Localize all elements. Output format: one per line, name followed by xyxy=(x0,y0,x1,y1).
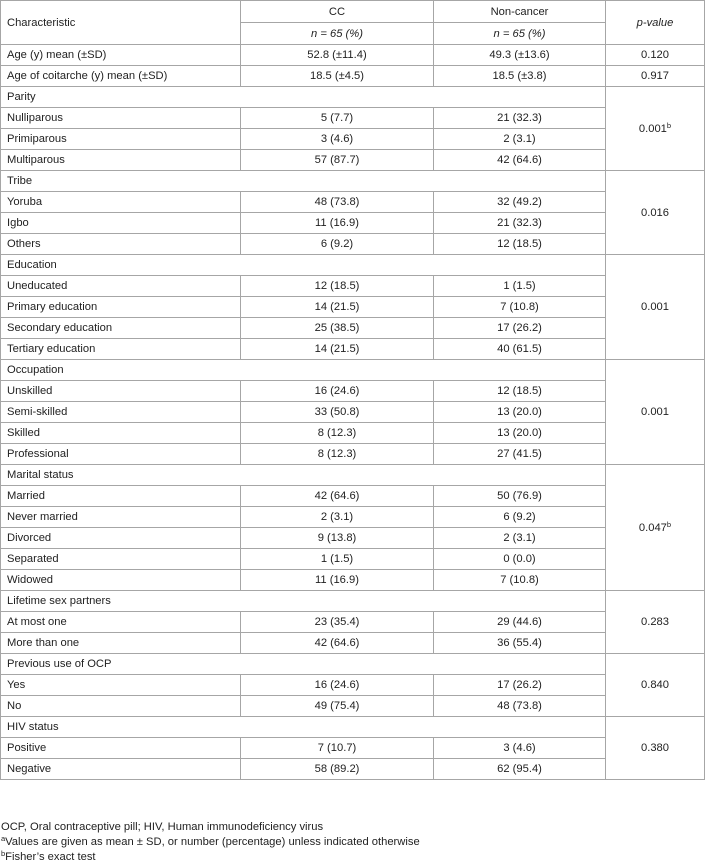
noncancer-value: 50 (76.9) xyxy=(434,486,606,507)
group-header-row xyxy=(1,87,705,108)
p-value-text: 0.380 xyxy=(641,742,669,754)
row-label: Widowed xyxy=(1,570,241,591)
noncancer-value: 2 (3.1) xyxy=(434,129,606,150)
row-label: More than one xyxy=(1,633,241,654)
row-label: No xyxy=(1,696,241,717)
footnote-abbreviations: OCP, Oral contraceptive pill; HIV, Human immunodeficiency virus xyxy=(1,821,324,833)
row-label: Never married xyxy=(1,507,241,528)
cc-value: 52.8 (±11.4) xyxy=(241,45,434,66)
noncancer-value: 40 (61.5) xyxy=(434,339,606,360)
footnote-a xyxy=(1,835,420,850)
footnote-b-marker: b xyxy=(1,849,6,858)
row-label: Nulliparous xyxy=(1,108,241,129)
group-p-value xyxy=(606,465,705,591)
cc-value: 16 (24.6) xyxy=(241,675,434,696)
cc-value: 11 (16.9) xyxy=(241,213,434,234)
cc-value: 5 (7.7) xyxy=(241,108,434,129)
row-label: Yes xyxy=(1,675,241,696)
group-header-row xyxy=(1,465,705,486)
p-value: 0.120 xyxy=(606,45,705,66)
noncancer-value: 1 (1.5) xyxy=(434,276,606,297)
table-row xyxy=(1,213,705,234)
p-value-text: 0.047 xyxy=(638,521,667,534)
row-label: Multiparous xyxy=(1,150,241,171)
table-row xyxy=(1,129,705,150)
row-label: Age (y) mean (±SD) xyxy=(1,45,241,66)
table-footnotes xyxy=(1,820,420,865)
table-row xyxy=(1,486,705,507)
table-row xyxy=(1,381,705,402)
noncancer-value: 27 (41.5) xyxy=(434,444,606,465)
row-label: Skilled xyxy=(1,423,241,444)
cc-value: 23 (35.4) xyxy=(241,612,434,633)
row-label: Unskilled xyxy=(1,381,241,402)
noncancer-value: 21 (32.3) xyxy=(434,213,606,234)
table-row xyxy=(1,738,705,759)
group-header-row xyxy=(1,717,705,738)
table-row xyxy=(1,696,705,717)
group-p-value xyxy=(606,591,705,654)
group-p-value xyxy=(606,360,705,465)
cc-value: 3 (4.6) xyxy=(241,129,434,150)
row-label: Divorced xyxy=(1,528,241,549)
row-label: Uneducated xyxy=(1,276,241,297)
row-label: Primary education xyxy=(1,297,241,318)
p-value-text: 0.001 xyxy=(641,301,669,313)
row-label: Positive xyxy=(1,738,241,759)
group-title: Parity xyxy=(1,87,606,108)
table-row xyxy=(1,507,705,528)
footnote-b xyxy=(1,850,420,865)
group-p-value xyxy=(606,171,705,255)
footnote-a-text: Values are given as mean ± SD, or number (percentage) unless indicated otherwise xyxy=(5,836,420,848)
table-row xyxy=(1,234,705,255)
p-value-text: 0.001 xyxy=(641,406,669,418)
row-label: Negative xyxy=(1,759,241,780)
table-row xyxy=(1,633,705,654)
noncancer-value: 17 (26.2) xyxy=(434,318,606,339)
cc-value: 8 (12.3) xyxy=(241,444,434,465)
row-label: Married xyxy=(1,486,241,507)
p-value: 0.917 xyxy=(606,66,705,87)
table-row xyxy=(1,675,705,696)
p-value-footnote-marker: b xyxy=(666,120,672,130)
group-title: Occupation xyxy=(1,360,606,381)
row-label: Primiparous xyxy=(1,129,241,150)
noncancer-value: 2 (3.1) xyxy=(434,528,606,549)
group-p-value xyxy=(606,654,705,717)
table-row xyxy=(1,66,705,87)
p-value-text: 0.001 xyxy=(638,122,667,135)
noncancer-value: 13 (20.0) xyxy=(434,423,606,444)
table-row xyxy=(1,423,705,444)
header-noncancer-n-text: n = 65 (%) xyxy=(493,27,546,40)
cc-value: 42 (64.6) xyxy=(241,486,434,507)
group-title: HIV status xyxy=(1,717,606,738)
cc-value: 49 (75.4) xyxy=(241,696,434,717)
table-row xyxy=(1,549,705,570)
noncancer-value: 18.5 (±3.8) xyxy=(434,66,606,87)
noncancer-value: 62 (95.4) xyxy=(434,759,606,780)
row-label: Tertiary education xyxy=(1,339,241,360)
group-title: Lifetime sex partners xyxy=(1,591,606,612)
group-p-value xyxy=(606,87,705,171)
group-p-value xyxy=(606,717,705,780)
table-row xyxy=(1,528,705,549)
group-header-row xyxy=(1,171,705,192)
header-noncancer: Non-cancer xyxy=(434,1,606,23)
noncancer-value: 12 (18.5) xyxy=(434,234,606,255)
group-title: Education xyxy=(1,255,606,276)
p-value-text: 0.016 xyxy=(641,206,669,219)
header-p-value xyxy=(606,1,705,45)
noncancer-value: 49.3 (±13.6) xyxy=(434,45,606,66)
p-value-text: 0.283 xyxy=(641,616,669,628)
cc-value: 7 (10.7) xyxy=(241,738,434,759)
header-row xyxy=(1,1,705,23)
footnote-b-text: Fisher’s exact test xyxy=(5,851,96,863)
table-row xyxy=(1,297,705,318)
noncancer-value: 48 (73.8) xyxy=(434,696,606,717)
table-row xyxy=(1,45,705,66)
cc-value: 58 (89.2) xyxy=(241,759,434,780)
cc-value: 33 (50.8) xyxy=(241,402,434,423)
cc-value: 48 (73.8) xyxy=(241,192,434,213)
header-cc: CC xyxy=(241,1,434,23)
header-characteristic: Characteristic xyxy=(1,1,241,45)
group-title: Tribe xyxy=(1,171,606,192)
table-row xyxy=(1,276,705,297)
table-row xyxy=(1,444,705,465)
noncancer-value: 36 (55.4) xyxy=(434,633,606,654)
cc-value: 16 (24.6) xyxy=(241,381,434,402)
noncancer-value: 29 (44.6) xyxy=(434,612,606,633)
header-p-value-text: p-value xyxy=(636,16,674,29)
cc-value: 14 (21.5) xyxy=(241,297,434,318)
footnote-a-marker: a xyxy=(1,834,6,843)
noncancer-value: 6 (9.2) xyxy=(434,507,606,528)
row-label: At most one xyxy=(1,612,241,633)
cc-value: 9 (13.8) xyxy=(241,528,434,549)
p-value-footnote-marker: b xyxy=(666,519,672,529)
cc-value: 11 (16.9) xyxy=(241,570,434,591)
table-row xyxy=(1,612,705,633)
table-row xyxy=(1,192,705,213)
group-header-row xyxy=(1,591,705,612)
cc-value: 12 (18.5) xyxy=(241,276,434,297)
table-row xyxy=(1,402,705,423)
cc-value: 42 (64.6) xyxy=(241,633,434,654)
cc-value: 14 (21.5) xyxy=(241,339,434,360)
group-title: Marital status xyxy=(1,465,606,486)
group-header-row xyxy=(1,255,705,276)
noncancer-value: 0 (0.0) xyxy=(434,549,606,570)
row-label: Others xyxy=(1,234,241,255)
table-row xyxy=(1,108,705,129)
group-p-value xyxy=(606,255,705,360)
noncancer-value: 21 (32.3) xyxy=(434,108,606,129)
group-header-row xyxy=(1,654,705,675)
noncancer-value: 42 (64.6) xyxy=(434,150,606,171)
row-label: Igbo xyxy=(1,213,241,234)
row-label: Secondary education xyxy=(1,318,241,339)
row-label: Yoruba xyxy=(1,192,241,213)
table-row xyxy=(1,150,705,171)
header-cc-n-text: n = 65 (%) xyxy=(311,27,363,40)
cc-value: 2 (3.1) xyxy=(241,507,434,528)
cc-value: 6 (9.2) xyxy=(241,234,434,255)
noncancer-value: 12 (18.5) xyxy=(434,381,606,402)
noncancer-value: 32 (49.2) xyxy=(434,192,606,213)
group-title: Previous use of OCP xyxy=(1,654,606,675)
cc-value: 57 (87.7) xyxy=(241,150,434,171)
row-label: Age of coitarche (y) mean (±SD) xyxy=(1,66,241,87)
cc-value: 8 (12.3) xyxy=(241,423,434,444)
group-header-row xyxy=(1,360,705,381)
noncancer-value: 13 (20.0) xyxy=(434,402,606,423)
noncancer-value: 17 (26.2) xyxy=(434,675,606,696)
table-row xyxy=(1,570,705,591)
cc-value: 1 (1.5) xyxy=(241,549,434,570)
row-label: Semi-skilled xyxy=(1,402,241,423)
cc-value: 25 (38.5) xyxy=(241,318,434,339)
header-cc-n xyxy=(241,23,434,45)
p-value-text: 0.840 xyxy=(641,679,669,691)
cc-value: 18.5 (±4.5) xyxy=(241,66,434,87)
noncancer-value: 3 (4.6) xyxy=(434,738,606,759)
table-row xyxy=(1,318,705,339)
table-row xyxy=(1,759,705,780)
table-row xyxy=(1,339,705,360)
row-label: Separated xyxy=(1,549,241,570)
row-label: Professional xyxy=(1,444,241,465)
header-noncancer-n xyxy=(434,23,606,45)
noncancer-value: 7 (10.8) xyxy=(434,570,606,591)
noncancer-value: 7 (10.8) xyxy=(434,297,606,318)
